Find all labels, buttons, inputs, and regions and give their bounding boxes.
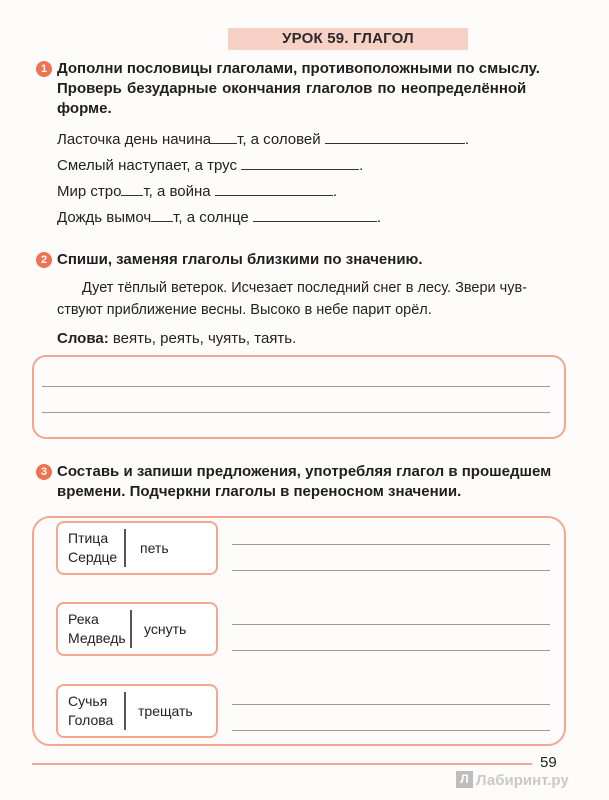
words-list: веять, реять, чуять, таять. xyxy=(112,330,297,347)
task-2-words xyxy=(57,330,296,347)
noun: Медведь xyxy=(68,630,126,646)
noun: Голова xyxy=(68,712,114,728)
task-2-text-line: Дует тёплый ветерок. Исчезает последний снег в лесу. Звери чув- xyxy=(82,280,527,296)
writing-line[interactable] xyxy=(232,570,550,571)
nouns xyxy=(68,692,113,730)
proverb-4-end: . xyxy=(376,209,382,226)
proverb-1-middle: т, а соловей xyxy=(237,131,321,148)
divider xyxy=(124,692,126,730)
task-1-instruction-line: форме. xyxy=(57,100,112,117)
answer-blank[interactable] xyxy=(325,143,465,144)
words-label: Слова: xyxy=(57,330,109,347)
verb: трещать xyxy=(138,703,193,719)
task-1-number: 1 xyxy=(36,61,52,77)
letter-blank[interactable] xyxy=(151,221,173,222)
task-3-number: 3 xyxy=(36,464,52,480)
proverb-4 xyxy=(57,209,381,226)
proverb-4-middle: т, а солнце xyxy=(173,209,249,226)
divider xyxy=(130,610,132,648)
noun: Сердце xyxy=(68,549,118,565)
proverb-3-middle: т, а война xyxy=(143,183,211,200)
answer-blank[interactable] xyxy=(241,169,359,170)
answer-blank[interactable] xyxy=(215,195,333,196)
verb: петь xyxy=(140,540,169,556)
page-number: 59 xyxy=(540,754,557,771)
word-pair-box xyxy=(56,521,218,575)
footer-rule xyxy=(32,763,532,765)
task-1-instruction xyxy=(57,59,567,119)
proverb-4-start: Дождь вымоч xyxy=(57,209,152,226)
noun: Птица xyxy=(68,530,109,546)
proverb-1-end: . xyxy=(464,131,469,148)
noun: Сучья xyxy=(68,693,108,709)
proverb-3-end: . xyxy=(332,183,337,200)
writing-line[interactable] xyxy=(232,650,550,651)
proverb-3 xyxy=(57,183,337,200)
proverb-2-end: . xyxy=(359,157,364,174)
writing-line[interactable] xyxy=(232,704,550,705)
answer-area[interactable] xyxy=(32,355,566,439)
writing-line[interactable] xyxy=(232,730,550,731)
noun: Река xyxy=(68,611,99,627)
nouns xyxy=(68,529,117,567)
lesson-title: УРОК 59. ГЛАГОЛ xyxy=(228,28,468,50)
proverb-1 xyxy=(57,131,469,148)
task-2-text-line: ствуют приближение весны. Высоко в небе парит орёл. xyxy=(57,302,432,318)
task-3-instruction xyxy=(57,462,567,502)
writing-line[interactable] xyxy=(42,412,550,413)
task-1-instruction-line: Дополни пословицы глаголами, противоположными по смыслу. xyxy=(57,60,540,77)
proverb-1-start: Ласточка день начина xyxy=(57,131,212,148)
task-1-instruction-line: Проверь безударные окончания глаголов по неопределённой xyxy=(57,80,527,97)
letter-blank[interactable] xyxy=(211,143,237,144)
writing-line[interactable] xyxy=(42,386,550,387)
proverb-2-start: Смелый наступает, а трус xyxy=(57,157,237,174)
answer-blank[interactable] xyxy=(253,221,377,222)
task-3-instruction-line: Составь и запиши предложения, употребляя глагол в прошедшем xyxy=(57,463,552,480)
divider xyxy=(124,529,126,567)
labirint-logo-icon: Л xyxy=(456,771,473,788)
word-pair-box xyxy=(56,684,218,738)
writing-line[interactable] xyxy=(232,624,550,625)
nouns xyxy=(68,610,126,648)
task-2-instruction: Спиши, заменяя глаголы близкими по значению. xyxy=(57,251,423,268)
watermark: Лабиринт.ру xyxy=(476,772,569,789)
proverb-3-start: Мир стро xyxy=(57,183,122,200)
verb: уснуть xyxy=(144,621,187,637)
proverb-2 xyxy=(57,157,363,174)
task-2-number: 2 xyxy=(36,252,52,268)
writing-line[interactable] xyxy=(232,544,550,545)
word-pair-box xyxy=(56,602,218,656)
letter-blank[interactable] xyxy=(121,195,143,196)
task-3-instruction-line: времени. Подчеркни глаголы в переносном значении. xyxy=(57,483,462,500)
